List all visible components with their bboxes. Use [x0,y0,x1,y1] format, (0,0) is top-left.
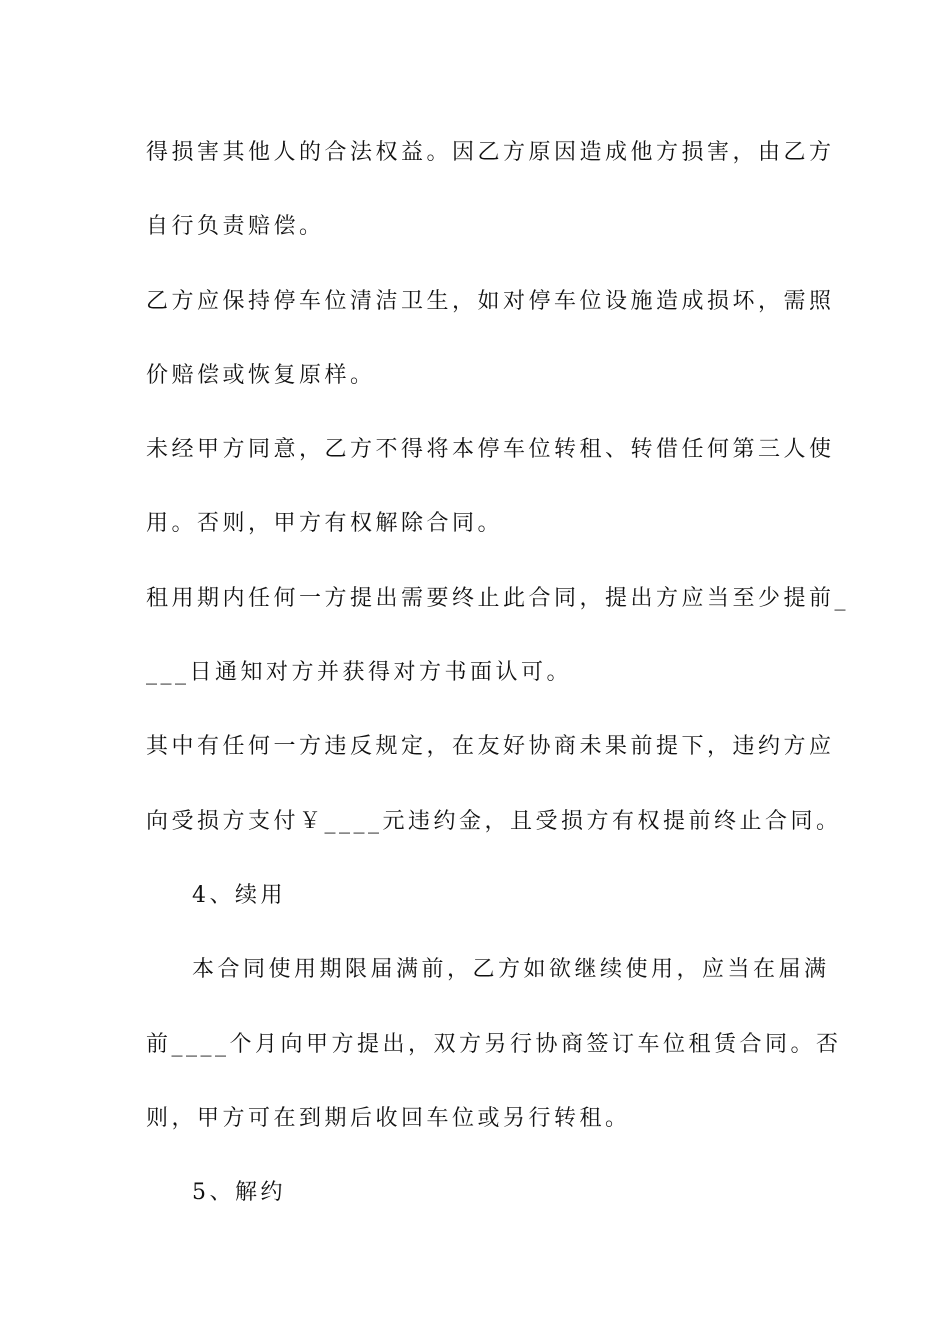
paragraph-line: 则，甲方可在到期后收回车位或另行转租。 [146,1106,631,1131]
paragraph-line: 未经甲方同意，乙方不得将本停车位转租、转借任何第三人使 [146,437,835,462]
paragraph-line: 租用期内任何一方提出需要终止此合同，提出方应当至少提前_ [146,586,850,611]
paragraph-line: 其中有任何一方违反规定，在友好协商未果前提下，违约方应 [146,734,835,759]
paragraph-line: 乙方应保持停车位清洁卫生，如对停车位设施造成损坏，需照 [146,289,835,314]
paragraph-line: 自行负责赔偿。 [146,214,325,239]
paragraph-line: ___日通知对方并获得对方书面认可。 [146,660,573,685]
paragraph-line: 向受损方支付￥____元违约金，且受损方有权提前终止合同。 [146,809,842,834]
paragraph-line: 前____个月向甲方提出，双方另行协商签订车位租赁合同。否 [146,1032,842,1057]
paragraph-line: 本合同使用期限届满前，乙方如欲继续使用，应当在届满 [192,957,830,982]
section-heading: 4、续用 [192,883,286,908]
paragraph-line: 价赔偿或恢复原样。 [146,363,376,388]
paragraph-line: 用。否则，甲方有权解除合同。 [146,511,504,536]
section-heading: 5、解约 [192,1180,286,1205]
paragraph-line: 得损害其他人的合法权益。因乙方原因造成他方损害，由乙方 [146,140,835,165]
